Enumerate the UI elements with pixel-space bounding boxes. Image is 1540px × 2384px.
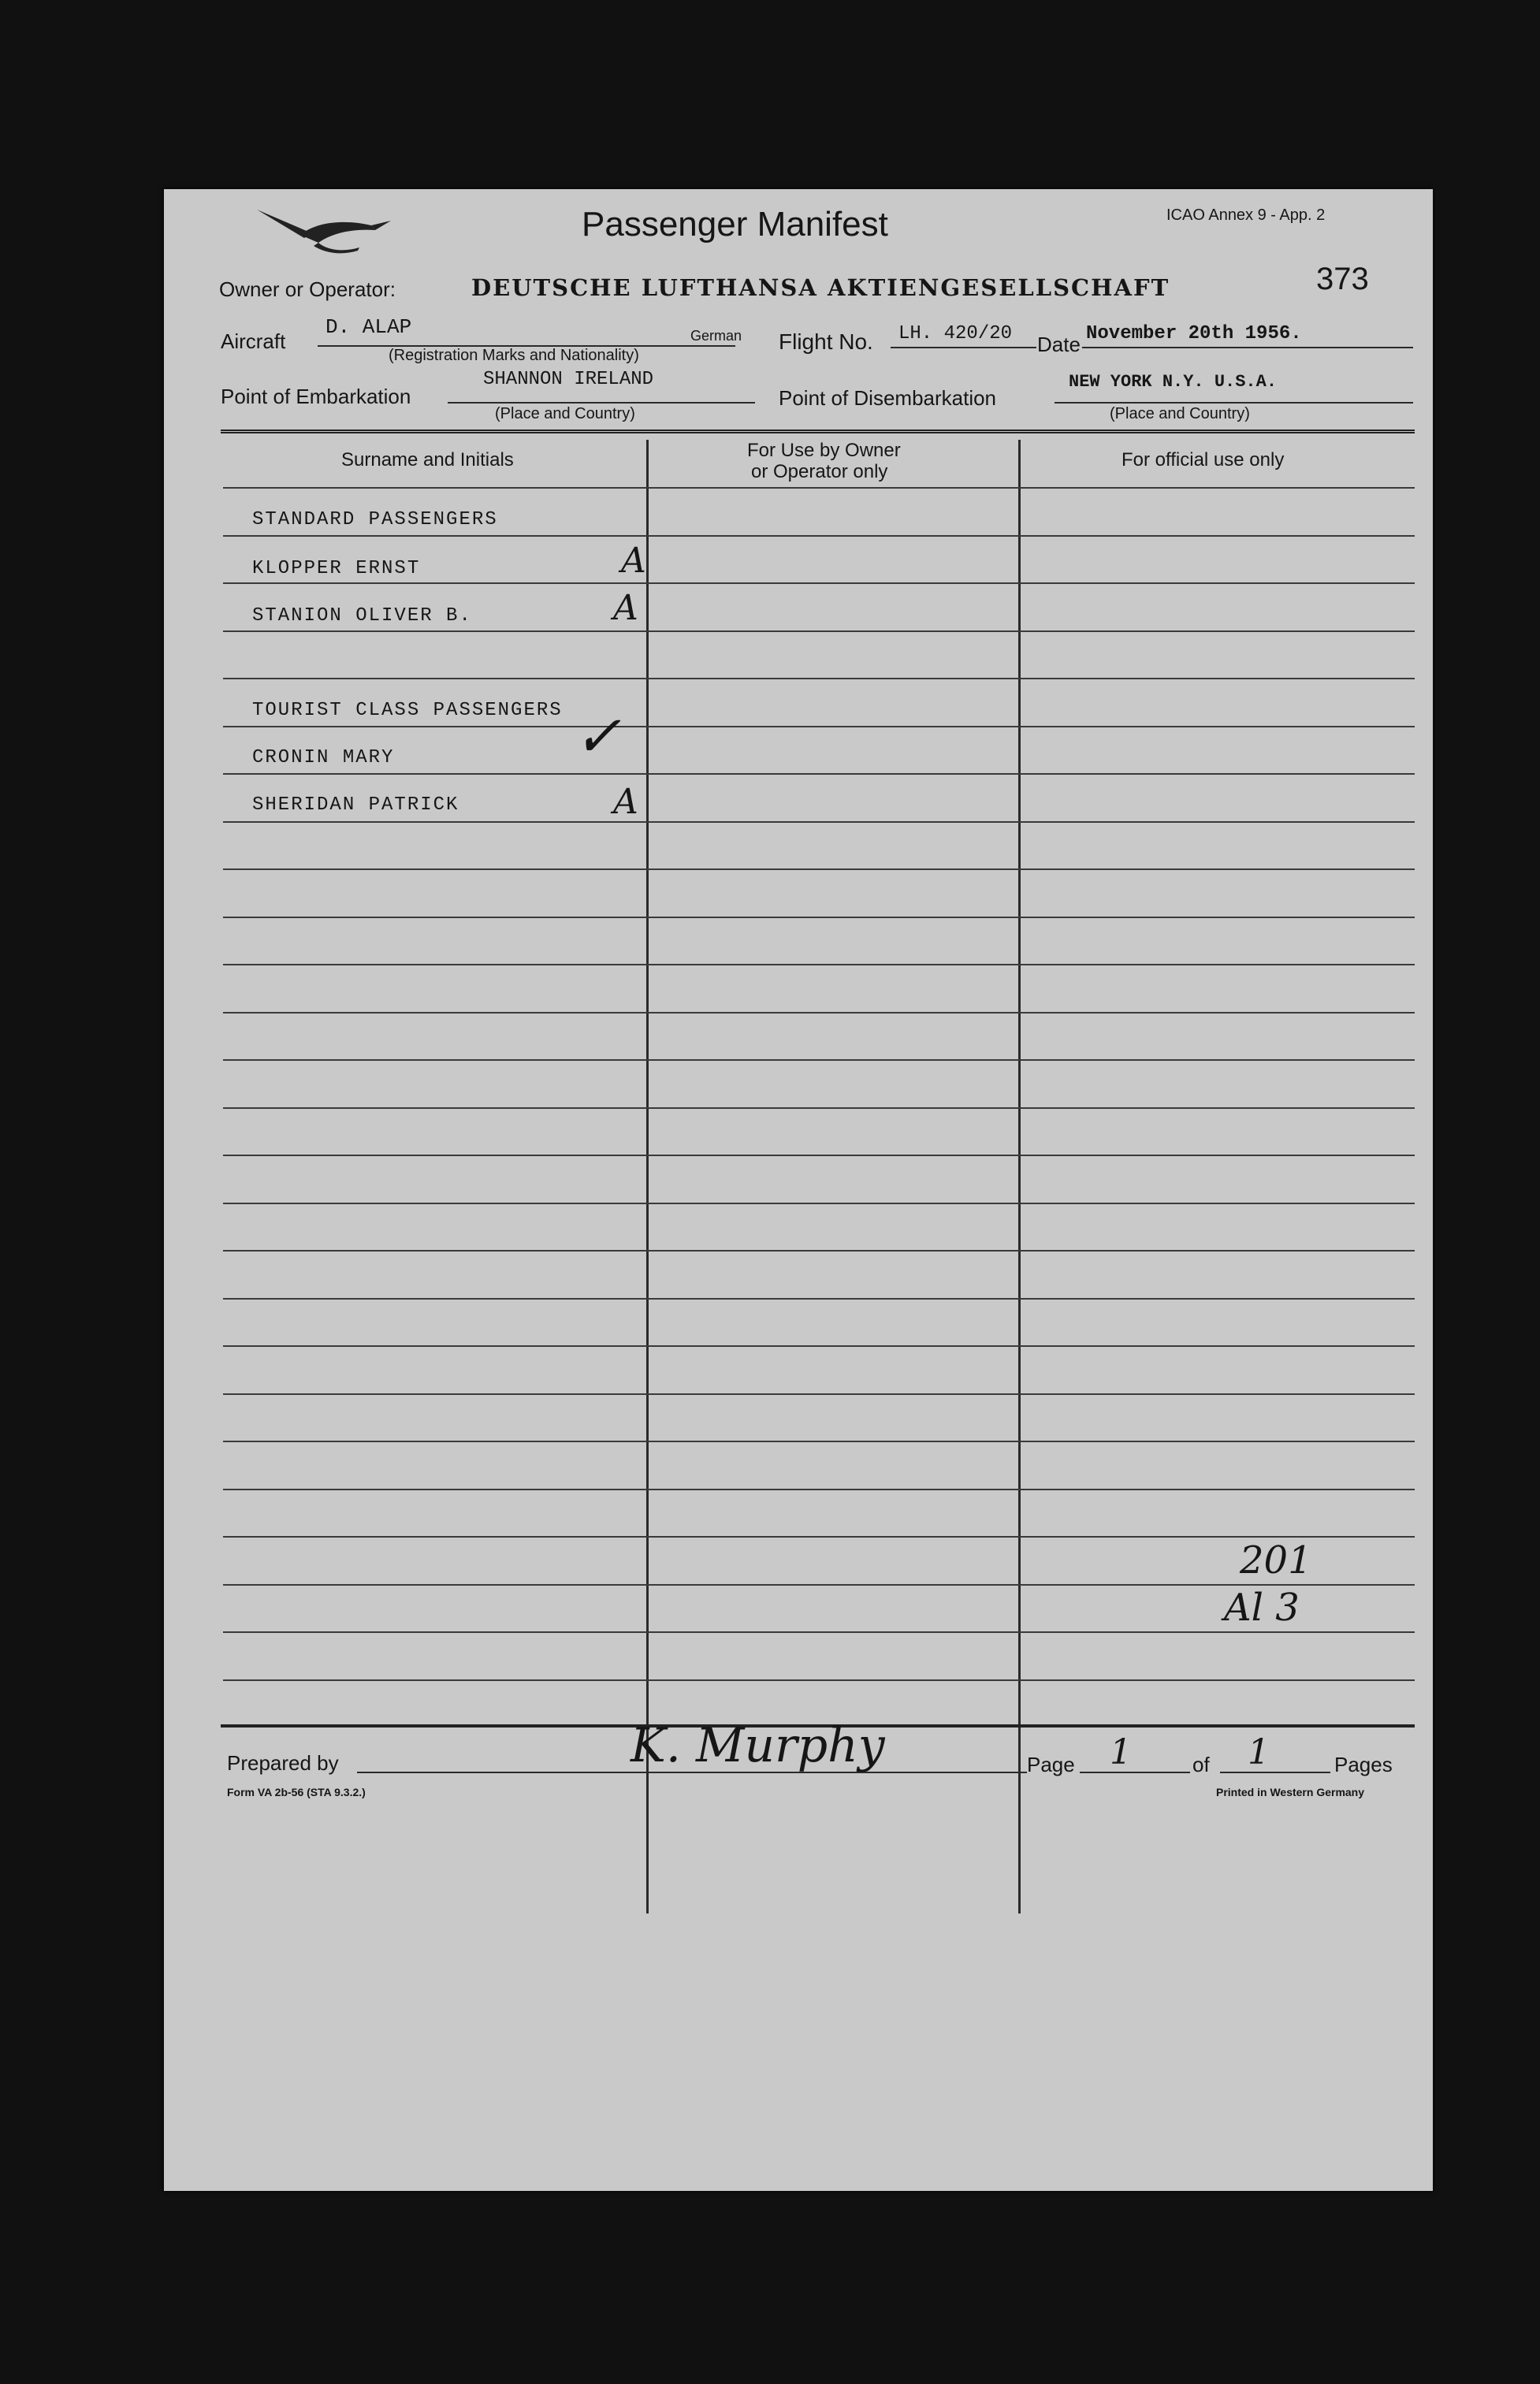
icao-reference: ICAO Annex 9 - App. 2 xyxy=(1166,206,1326,224)
embarkation-label: Point of Embarkation xyxy=(221,385,411,408)
table-row xyxy=(223,821,1415,823)
table-row xyxy=(223,630,1415,632)
disembarkation-value: NEW YORK N.Y. U.S.A. xyxy=(1069,372,1278,392)
list-item: STANION OLIVER B. xyxy=(252,605,472,627)
aircraft-value: D. ALAP xyxy=(325,315,412,339)
list-item: STANDARD PASSENGERS xyxy=(252,509,498,530)
aircraft-label: Aircraft xyxy=(221,329,286,353)
official-note: Al 3 xyxy=(1224,1586,1300,1630)
table-row xyxy=(223,1393,1415,1395)
table-row xyxy=(223,1441,1415,1442)
column-divider-2 xyxy=(1018,440,1021,1914)
date-underline xyxy=(1082,347,1413,348)
table-row xyxy=(223,1298,1415,1300)
preparer-signature: K. Murphy xyxy=(631,1718,885,1773)
disembarkation-caption: (Place and Country) xyxy=(1110,405,1250,422)
handwritten-mark: A xyxy=(613,588,638,628)
table-row xyxy=(223,1059,1415,1061)
table-row xyxy=(223,726,1415,727)
table-row xyxy=(223,582,1415,584)
column-header-owner-use-2: or Operator only xyxy=(751,461,888,482)
date-label: Date xyxy=(1037,333,1081,356)
printed-in: Printed in Western Germany xyxy=(1216,1786,1365,1798)
table-row xyxy=(223,773,1415,775)
column-header-owner-use-1: For Use by Owner xyxy=(747,440,901,461)
embarkation-caption: (Place and Country) xyxy=(495,405,635,422)
column-header-official: For official use only xyxy=(1122,449,1285,470)
prepared-by-label: Prepared by xyxy=(227,1751,339,1775)
list-item: KLOPPER ERNST xyxy=(252,558,421,579)
manifest-sheet xyxy=(164,189,1433,2191)
handwritten-check: ✓ xyxy=(574,703,622,769)
form-reference: Form VA 2b-56 (STA 9.3.2.) xyxy=(227,1786,366,1798)
table-row xyxy=(223,1012,1415,1013)
disembarkation-label: Point of Disembarkation xyxy=(779,386,997,410)
page-line xyxy=(1080,1772,1190,1773)
of-label: of xyxy=(1192,1753,1210,1776)
flight-underline xyxy=(891,347,1036,348)
table-row xyxy=(223,535,1415,537)
handwritten-mark: A xyxy=(621,541,646,581)
table-row xyxy=(223,1155,1415,1156)
table-row xyxy=(223,678,1415,679)
table-row xyxy=(223,1679,1415,1681)
page-label: Page xyxy=(1027,1753,1075,1776)
table-row xyxy=(223,1203,1415,1204)
table-row xyxy=(223,1250,1415,1252)
header-double-rule xyxy=(221,430,1415,433)
table-row xyxy=(223,1536,1415,1538)
owner-label: Owner or Operator: xyxy=(219,277,396,301)
table-row xyxy=(223,917,1415,918)
table-row xyxy=(223,1631,1415,1633)
list-item: SHERIDAN PATRICK xyxy=(252,794,459,816)
official-note: 201 xyxy=(1240,1538,1312,1583)
table-row xyxy=(223,1489,1415,1490)
table-row xyxy=(223,1345,1415,1347)
table-row xyxy=(223,1107,1415,1109)
page-title: Passenger Manifest xyxy=(582,205,888,244)
table-row xyxy=(223,964,1415,965)
aircraft-caption: (Registration Marks and Nationality) xyxy=(389,347,639,364)
column-divider-1 xyxy=(646,440,649,1914)
aircraft-nationality: German xyxy=(690,328,742,344)
total-pages-line xyxy=(1220,1772,1330,1773)
flight-value: LH. 420/20 xyxy=(898,323,1013,344)
flight-label: Flight No. xyxy=(779,329,873,354)
lufthansa-crane-logo xyxy=(257,203,399,258)
total-pages: 1 xyxy=(1248,1732,1270,1772)
date-value: November 20th 1956. xyxy=(1086,323,1302,344)
table-row xyxy=(223,868,1415,870)
list-item: TOURIST CLASS PASSENGERS xyxy=(252,700,563,721)
handwritten-mark: A xyxy=(613,782,638,822)
list-item: CRONIN MARY xyxy=(252,747,395,768)
embarkation-underline xyxy=(448,402,755,404)
pages-label: Pages xyxy=(1334,1753,1393,1776)
page-number: 1 xyxy=(1110,1732,1132,1772)
disembarkation-underline xyxy=(1055,402,1413,404)
table-row xyxy=(223,487,1415,489)
owner-value: DEUTSCHE LUFTHANSA AKTIENGESELLSCHAFT xyxy=(471,274,1170,301)
serial-number: 373 xyxy=(1316,262,1369,296)
embarkation-value: SHANNON IRELAND xyxy=(483,369,654,390)
column-header-surname: Surname and Initials xyxy=(341,449,514,470)
